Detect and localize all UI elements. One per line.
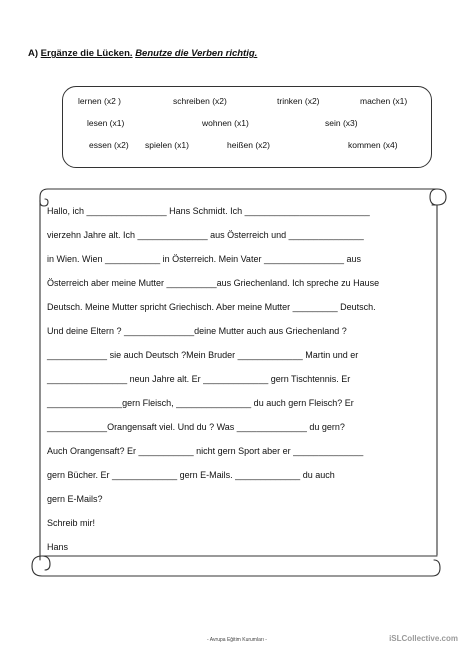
text-line: gern E-Mails?	[47, 494, 103, 504]
word-bank-item: machen (x1)	[360, 96, 408, 106]
text-line: vierzehn Jahre alt. Ich ______________ aus Österreich und _______________	[47, 230, 364, 240]
word-bank-item: lernen (x2 )	[78, 96, 121, 106]
text-line: Schreib mir!	[47, 518, 96, 528]
text-line: Und deine Eltern ? ______________deine Mutter auch aus Griechenland ?	[47, 326, 347, 336]
text-line: Hallo, ich ________________ Hans Schmidt. Ich _________________________	[47, 206, 370, 216]
word-bank-item: sein (x3)	[325, 118, 358, 128]
text-line: gern Bücher. Er _____________ gern E-Mails. _____________ du auch	[47, 470, 335, 480]
text-line: Auch Orangensaft? Er ___________ nicht gern Sport aber er ______________	[47, 446, 364, 456]
word-bank-item: schreiben (x2)	[173, 96, 227, 106]
word-bank-item: spielen (x1)	[145, 140, 189, 150]
word-bank-item: kommen (x4)	[348, 140, 398, 150]
word-bank-item: wohnen (x1)	[202, 118, 249, 128]
exercise-instruction: Benutze die Verben richtig.	[135, 48, 258, 59]
word-bank-item: heißen (x2)	[227, 140, 270, 150]
text-line: Hans	[47, 542, 69, 552]
page-footer: - Avrupa Eğitim Kurumları -	[207, 637, 267, 643]
text-line: ________________ neun Jahre alt. Er _____________ gern Tischtennis. Er	[47, 374, 351, 384]
text-line: ____________ sie auch Deutsch ?Mein Bruder _____________ Martin und er	[47, 350, 359, 360]
text-line: Deutsch. Meine Mutter spricht Griechisch. Aber meine Mutter _________ Deutsch.	[47, 302, 376, 312]
text-line: _______________gern Fleisch, _______________ du auch gern Fleisch? Er	[47, 398, 354, 408]
brand-watermark: iSLCollective.com	[389, 634, 458, 643]
exercise-title: Ergänze die Lücken.	[40, 48, 133, 59]
exercise-letter: A)	[28, 48, 39, 59]
word-bank-item: lesen (x1)	[87, 118, 125, 128]
word-bank-item: essen (x2)	[89, 140, 129, 150]
text-line: ____________Orangensaft viel. Und du ? Was ______________ du gern?	[47, 422, 345, 432]
text-line: Österreich aber meine Mutter __________aus Griechenland. Ich spreche zu Hause	[47, 278, 380, 288]
text-line: in Wien. Wien ___________ in Österreich. Mein Vater ________________ aus	[47, 254, 362, 264]
word-bank-item: trinken (x2)	[277, 96, 320, 106]
